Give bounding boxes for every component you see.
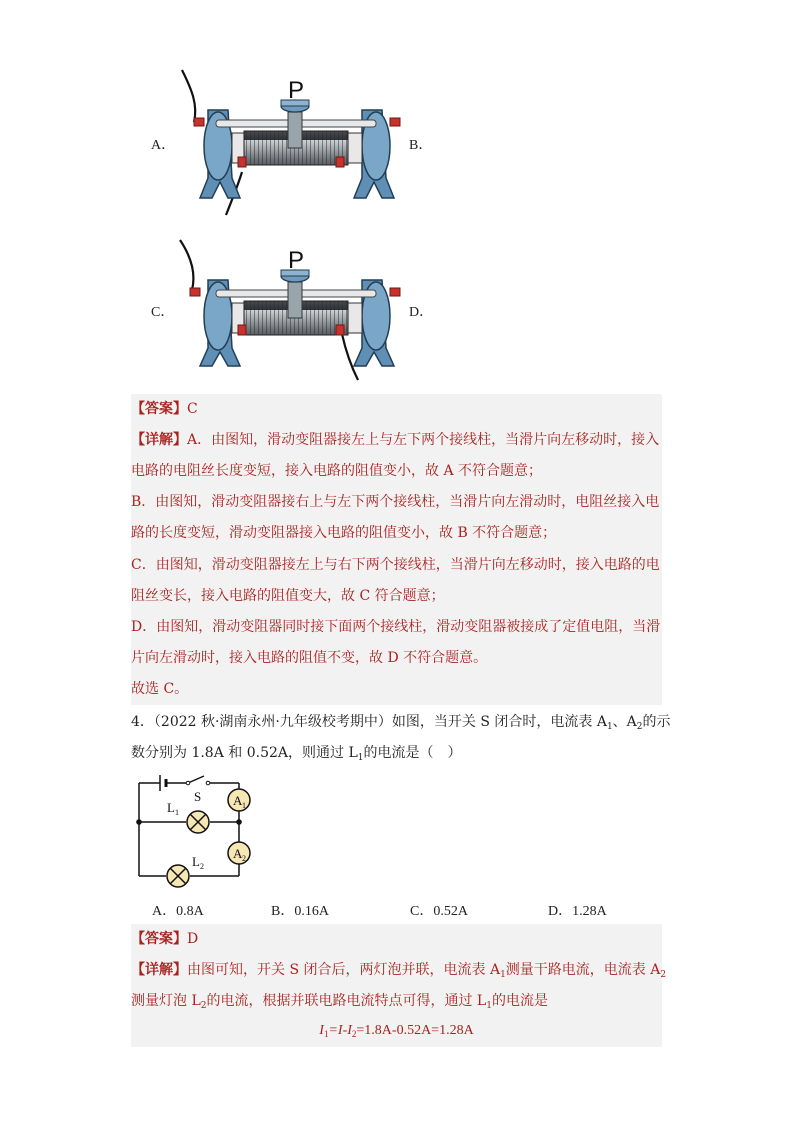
choice-a[interactable]: A．0.8A [152, 904, 204, 919]
detail3-line-7: D．由图知，滑动变阻器同时接下面两个接线柱，滑动变阻器被接成了定值电阻，当滑 [131, 619, 661, 635]
detail-sub: 2 [200, 1001, 207, 1011]
lamp-l2-label: L [192, 854, 200, 869]
formula-i1: I [319, 1023, 324, 1038]
q4-sub: 2 [636, 722, 643, 732]
option-d-label: D． [409, 305, 434, 320]
detail3-line-3: B．由图知，滑动变阻器接右上与左下两个接线柱，当滑片向左滑动时，电阻丝接入电 [131, 494, 660, 510]
lamp-l2-sub: 2 [200, 862, 204, 871]
ammeter-a1-sub: 1 [242, 801, 246, 810]
detail3-line-2: 电路的电阻丝长度变短，接入电路的阻值变小，故 A 不符合题意； [131, 463, 543, 479]
formula-tail: =1.8A-0.52A=1.28A [356, 1023, 474, 1038]
question4-line-2 [131, 743, 462, 763]
detail-text: 测量灯泡 L [131, 993, 201, 1009]
ammeter-a2-sub: 2 [242, 854, 246, 863]
ammeter-a1-label: A [233, 793, 243, 808]
circuit-diagram [130, 770, 260, 890]
slider-p-label-2: P [288, 247, 305, 274]
formula-mid: =I-I [328, 1023, 352, 1038]
detail-text: 测量干路电流，电流表 A [505, 962, 661, 978]
detail-sub: 1 [500, 970, 506, 980]
detail3-line-5: C．由图知，滑动变阻器接左上与右下两个接线柱，当滑片向左移动时，接入电路的电 [131, 557, 660, 573]
formula-sub: 2 [351, 1029, 357, 1039]
rheostat-figure-ab [170, 60, 410, 225]
slider-p-label: P [288, 77, 305, 104]
option-c-label: C． [151, 305, 175, 320]
option-b-label: B． [409, 138, 433, 153]
answer-value: C [187, 401, 198, 417]
lamp-l1-label: L [167, 800, 175, 815]
detail-text: 的电流是 [491, 993, 548, 1009]
detail3-line-9: 故选 C。 [131, 681, 189, 697]
option-a-label: A． [151, 138, 176, 153]
detail-sub: 2 [660, 970, 667, 980]
answer-tag: 【答案】 [131, 401, 187, 417]
q4-text: 的电流是（ ） [363, 745, 462, 761]
q4-text: 的示 [642, 714, 671, 730]
rheostat-figure-cd [170, 230, 410, 390]
formula-sub: 1 [323, 1029, 329, 1039]
detail-tag: 【详解】 [131, 432, 187, 448]
q4-sub: 1 [357, 753, 364, 763]
answer3-line [131, 399, 198, 419]
detail-tag: 【详解】 [131, 962, 187, 978]
answer-tag: 【答案】 [131, 931, 187, 947]
detail-text: 由图可知，开关 S 闭合后，两灯泡并联，电流表 A [187, 962, 501, 978]
answer-value: D [187, 931, 199, 947]
detail4-line-1 [131, 960, 666, 980]
q4-text: 数分别为 1.8A 和 0.52A，则通过 L [131, 745, 358, 761]
ammeter-a2-label: A [233, 846, 243, 861]
detail3-line-8: 片向左滑动时，接入电路的阻值不变，故 D 不符合题意。 [131, 650, 488, 666]
switch-label: S [194, 789, 202, 804]
lamp-l1-icon [187, 811, 209, 833]
detail-text: 的电流，根据并联电路电流特点可得，通过 L [206, 993, 487, 1009]
q4-sub: 1 [606, 722, 613, 732]
detail3-line-4: 路的长度变短，滑动变阻器接入电路的阻值变小，故 B 不符合题意； [131, 525, 557, 541]
lamp-l1-sub: 1 [175, 808, 179, 817]
q4-text: 、A [612, 714, 637, 730]
detail4-line-2 [131, 991, 548, 1011]
detail3-line-1 [131, 430, 659, 450]
formula [131, 1023, 662, 1039]
choice-d[interactable]: D．1.28A [548, 904, 607, 919]
detail3-line-6: 阻丝变长，接入电路的阻值变大，故 C 符合题意； [131, 588, 445, 604]
answer4-line [131, 929, 198, 949]
question4-line-1 [131, 712, 671, 732]
detail-text: A．由图知，滑动变阻器接左上与左下两个接线柱，当滑片向左移动时，接入 [187, 432, 660, 448]
choice-b[interactable]: B．0.16A [271, 904, 329, 919]
choice-c[interactable]: C．0.52A [410, 904, 468, 919]
q4-text: 4．（2022 秋·湖南永州·九年级校考期中）如图，当开关 S 闭合时，电流表 A [131, 714, 607, 730]
detail-sub: 1 [486, 1001, 492, 1011]
lamp-l2-icon [167, 865, 189, 887]
